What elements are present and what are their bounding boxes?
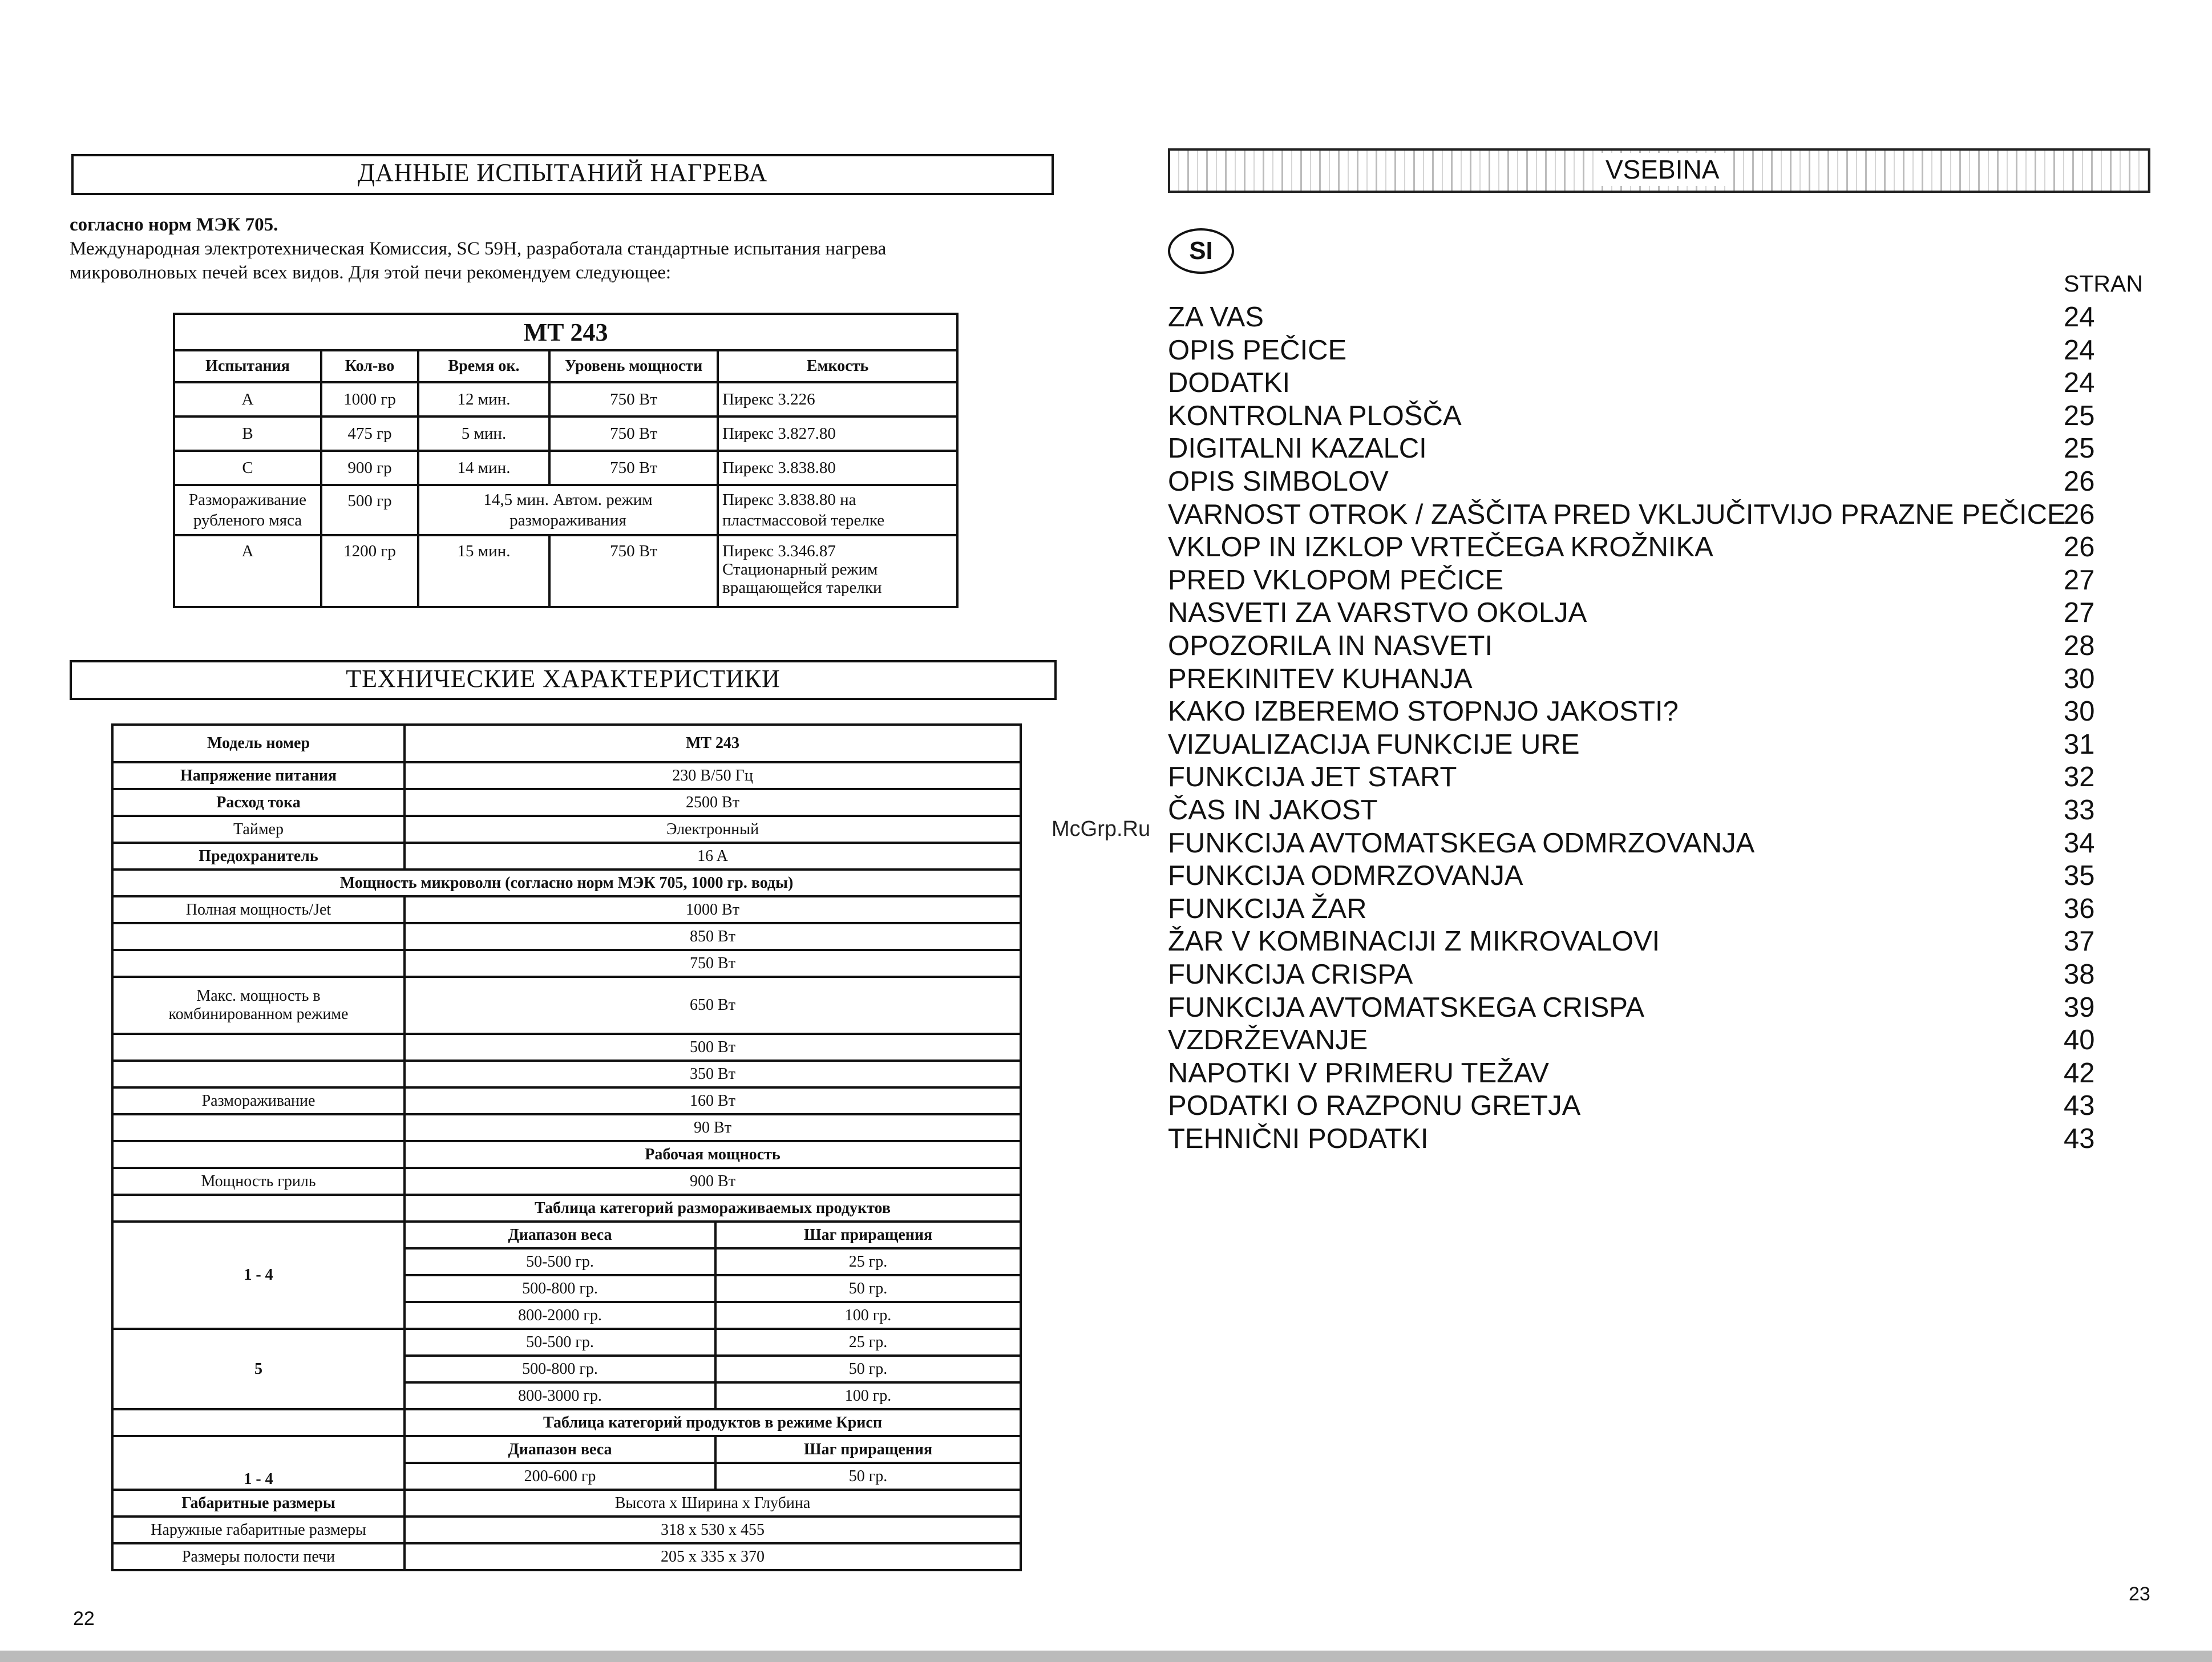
col-header-range: Диапазон веса	[405, 1436, 715, 1463]
spec-subheader: Таблица категорий продуктов в режиме Крисп	[405, 1409, 1021, 1436]
toc-entry	[1168, 367, 2115, 399]
toc-entry-title: TEHNIČNI PODATKI	[1168, 1123, 1429, 1154]
toc-entry-title: PREKINITEV KUHANJA	[1168, 663, 1473, 694]
spec-label-empty	[112, 1034, 405, 1061]
defrost-category: 1 - 4	[112, 1222, 405, 1329]
toc-entry-title: ZA VAS	[1168, 302, 1264, 333]
toc-entry-title: VIZUALIZACIJA FUNKCIJE URE	[1168, 729, 1580, 760]
last-vessel-line: вращающейся тарелки	[722, 579, 882, 597]
toc-entry-title: VZDRŽEVANJE	[1168, 1025, 1368, 1056]
toc-entry-page: 43	[2064, 1123, 2095, 1154]
toc-entry	[1168, 597, 2115, 629]
toc-entry	[1168, 925, 2115, 958]
toc-entry-page: 31	[2064, 729, 2095, 760]
toc-entry-page: 38	[2064, 959, 2095, 990]
toc-entry-page: 30	[2064, 663, 2095, 694]
spec-value: 850 Вт	[405, 923, 1021, 950]
scan-edge	[0, 1651, 2212, 1662]
toc-entry	[1168, 1057, 2115, 1090]
intro-standard: согласно норм МЭК 705.	[70, 215, 278, 235]
intro-paragraph	[70, 213, 1068, 285]
spec-label-empty	[112, 1409, 405, 1436]
heat-cell: 1200 гр	[321, 535, 418, 607]
step-cell: 100 гр.	[715, 1382, 1021, 1409]
spec-value: 750 Вт	[405, 950, 1021, 977]
toc-entry	[1168, 432, 2115, 465]
toc-entry-page: 42	[2064, 1057, 2095, 1089]
contents-title: VSEBINA	[1598, 153, 1727, 186]
spec-value: 1000 Вт	[405, 896, 1021, 923]
toc-entry	[1168, 893, 2115, 925]
heat-cell: Пирекс 3.827.80	[718, 416, 957, 451]
step-cell: 50 гр.	[715, 1356, 1021, 1382]
heat-cell: A	[174, 535, 321, 607]
heat-cell: 15 мин.	[418, 535, 549, 607]
combi-label-line: комбинированном режиме	[168, 1005, 349, 1023]
defrost-vessel-line: пластмассовой терелке	[722, 511, 885, 529]
heat-cell: 750 Вт	[549, 382, 718, 416]
toc-entry-page: 28	[2064, 630, 2095, 661]
toc-entry	[1168, 663, 2115, 695]
toc-entry	[1168, 959, 2115, 991]
spec-value: 500 Вт	[405, 1034, 1021, 1061]
step-cell: 25 гр.	[715, 1329, 1021, 1356]
toc-entry-title: FUNKCIJA ODMRZOVANJA	[1168, 860, 1523, 892]
toc-entry-title: OPIS SIMBOLOV	[1168, 466, 1389, 497]
spec-label-empty	[112, 1114, 405, 1141]
step-cell: 25 гр.	[715, 1248, 1021, 1275]
heat-table-model: МТ 243	[174, 314, 957, 350]
heat-cell: 5 мин.	[418, 416, 549, 451]
toc-entry-page: 25	[2064, 433, 2095, 464]
spec-value: Высота x Ширина x Глубина	[405, 1490, 1021, 1517]
spec-value: 900 Вт	[405, 1168, 1021, 1195]
toc-entry	[1168, 1123, 2115, 1155]
toc-entry	[1168, 564, 2115, 597]
toc-entry	[1168, 1024, 2115, 1057]
heat-cell: Пирекс 3.226	[718, 382, 957, 416]
toc-entry-title: OPOZORILA IN NASVETI	[1168, 630, 1493, 661]
range-cell: 500-800 гр.	[405, 1356, 715, 1382]
range-cell: 500-800 гр.	[405, 1275, 715, 1302]
intro-line-1: Международная электротехническая Комиссия, SC 59H, разработала стандартные испытания нагрева	[70, 238, 887, 259]
toc-entry	[1168, 860, 2115, 892]
spec-label-empty	[112, 1195, 405, 1222]
heat-row-defrost	[174, 485, 957, 535]
spec-label: Полная мощность/Jet	[112, 896, 405, 923]
heat-col-header: Кол-во	[321, 350, 418, 382]
defrost-time-line: 14,5 мин. Автом. режим	[483, 491, 653, 509]
heat-row	[174, 451, 957, 485]
spec-label-combi	[112, 977, 405, 1034]
heat-col-header: Уровень мощности	[549, 350, 718, 382]
step-cell: 50 гр.	[715, 1275, 1021, 1302]
spec-value: 16 A	[405, 843, 1021, 870]
heat-row-last	[174, 535, 957, 607]
spec-label-empty	[112, 1061, 405, 1087]
toc-entry	[1168, 761, 2115, 794]
heat-cell: 500 гр	[321, 485, 418, 535]
heat-cell-vessel	[718, 485, 957, 535]
spec-label: Напряжение питания	[112, 762, 405, 789]
toc-entry-title: DIGITALNI KAZALCI	[1168, 433, 1427, 464]
spec-value: 230 В/50 Гц	[405, 762, 1021, 789]
toc-entry-page: 27	[2064, 564, 2095, 596]
toc-entry-page: 36	[2064, 893, 2095, 924]
spec-label: Предохранитель	[112, 843, 405, 870]
toc-entry-page: 30	[2064, 696, 2095, 727]
toc-entry-page: 26	[2064, 466, 2095, 497]
defrost-category: 5	[112, 1329, 405, 1409]
spec-label-empty	[112, 923, 405, 950]
language-badge: SI	[1168, 228, 1234, 274]
spec-section-header: Мощность микроволн (согласно норм МЭК 705, 1000 гр. воды)	[112, 870, 1021, 896]
spec-label: Габаритные размеры	[112, 1490, 405, 1517]
spec-value: МТ 243	[405, 725, 1021, 762]
defrost-time-line: размораживания	[509, 511, 626, 529]
toc-entry-page: 24	[2064, 302, 2095, 333]
toc-entry-title: FUNKCIJA AVTOMATSKEGA ODMRZOVANJA	[1168, 827, 1755, 859]
heat-col-header: Время ок.	[418, 350, 549, 382]
toc-entry-page: 27	[2064, 597, 2095, 629]
toc-entry-title: FUNKCIJA AVTOMATSKEGA CRISPA	[1168, 992, 1645, 1023]
spec-value: Электронный	[405, 816, 1021, 843]
toc-entry-title: KONTROLNA PLOŠČA	[1168, 400, 1462, 431]
heat-row	[174, 416, 957, 451]
toc-entry-title: NASVETI ZA VARSTVO OKOLJA	[1168, 597, 1587, 629]
toc-entry	[1168, 729, 2115, 761]
toc-entry	[1168, 499, 2115, 531]
toc-entry-title: PRED VKLOPOM PEČICE	[1168, 564, 1504, 596]
toc-entry-page: 25	[2064, 400, 2095, 431]
toc-entry	[1168, 827, 2115, 860]
spec-value: 650 Вт	[405, 977, 1021, 1034]
toc-entry-page: 33	[2064, 795, 2095, 826]
heat-cell: A	[174, 382, 321, 416]
range-cell: 800-3000 гр.	[405, 1382, 715, 1409]
heat-cell: C	[174, 451, 321, 485]
toc-entry-title: VARNOST OTROK / ZAŠČITA PRED VKLJUČITVIJO PRAZNE PEČICE	[1168, 499, 2066, 530]
last-vessel-line: Стационарный режим	[722, 560, 878, 579]
range-cell: 50-500 гр.	[405, 1329, 715, 1356]
toc-entry-title: NAPOTKI V PRIMERU TEŽAV	[1168, 1057, 1549, 1089]
tech-specs-heading	[70, 660, 1057, 700]
spec-label: Размеры полости печи	[112, 1543, 405, 1570]
spec-subheader: Рабочая мощность	[405, 1141, 1021, 1168]
toc-entry-title: FUNKCIJA JET START	[1168, 762, 1457, 793]
toc-entry-page: 24	[2064, 367, 2095, 399]
toc-entry	[1168, 531, 2115, 564]
page-number-right: 23	[2129, 1583, 2150, 1605]
toc-entry-page: 43	[2064, 1090, 2095, 1122]
toc-entry-title: VKLOP IN IZKLOP VRTEČEGA KROŽNIKA	[1168, 532, 1713, 563]
toc-entry	[1168, 630, 2115, 662]
range-cell: 200-600 гр	[405, 1463, 715, 1490]
spec-label: Расход тока	[112, 789, 405, 816]
toc-entry	[1168, 1090, 2115, 1122]
toc-entry	[1168, 334, 2115, 367]
heat-cell: 750 Вт	[549, 416, 718, 451]
spec-label: Наружные габаритные размеры	[112, 1517, 405, 1543]
heat-col-header: Испытания	[174, 350, 321, 382]
defrost-vessel-line: Пирекс 3.838.80 на	[722, 491, 856, 509]
range-cell: 800-2000 гр.	[405, 1302, 715, 1329]
toc-entry-title: FUNKCIJA CRISPA	[1168, 959, 1413, 990]
heat-cell-test	[174, 485, 321, 535]
defrost-test-line: Размораживание	[189, 491, 306, 509]
heat-cell: 750 Вт	[549, 451, 718, 485]
toc-entry-title: OPIS PEČICE	[1168, 334, 1347, 366]
watermark: McGrp.Ru	[1052, 817, 1151, 841]
toc-entry	[1168, 992, 2115, 1024]
toc-entry	[1168, 301, 2115, 334]
toc-entry-page: 35	[2064, 860, 2095, 892]
toc-entry-page: 39	[2064, 992, 2095, 1023]
intro-line-2: микроволновых печей всех видов. Для этой печи рекомендуем следующее:	[70, 262, 672, 283]
toc-entry	[1168, 794, 2115, 827]
heat-cell-vessel	[718, 535, 957, 607]
page-column-header: STRAN	[2064, 270, 2143, 297]
toc-entry-page: 26	[2064, 532, 2095, 563]
spec-value: 90 Вт	[405, 1114, 1021, 1141]
tech-specs-title: ТЕХНИЧЕСКИЕ ХАРАКТЕРИСТИКИ	[346, 665, 781, 693]
spec-label-empty	[112, 1141, 405, 1168]
spec-label: Модель номер	[112, 725, 405, 762]
tech-specs-table	[111, 723, 1022, 1571]
heat-cell: 12 мин.	[418, 382, 549, 416]
toc-entry-page: 34	[2064, 827, 2095, 859]
toc-entry-title: PODATKI O RAZPONU GRETJA	[1168, 1090, 1581, 1122]
spec-label: Таймер	[112, 816, 405, 843]
last-vessel-line: Пирекс 3.346.87	[722, 542, 836, 560]
heat-col-header: Емкость	[718, 350, 957, 382]
toc-entry-title: ČAS IN JAKOST	[1168, 795, 1378, 826]
heat-cell: Пирекс 3.838.80	[718, 451, 957, 485]
heat-cell-time	[418, 485, 718, 535]
toc-entry	[1168, 400, 2115, 432]
toc-entry	[1168, 695, 2115, 728]
defrost-test-line: рубленого мяса	[193, 511, 302, 529]
toc-entry-page: 40	[2064, 1025, 2095, 1056]
toc-entry-title: DODATKI	[1168, 367, 1291, 399]
spec-value: 205 x 335 x 370	[405, 1543, 1021, 1570]
toc-entry-title: KAKO IZBEREMO STOPNJO JAKOSTI?	[1168, 696, 1679, 727]
spec-value: 350 Вт	[405, 1061, 1021, 1087]
toc-entry-page: 26	[2064, 499, 2095, 530]
spec-value: 2500 Вт	[405, 789, 1021, 816]
col-header-step: Шаг приращения	[715, 1222, 1021, 1248]
toc-entry-page: 24	[2064, 334, 2095, 366]
spec-subheader: Таблица категорий размораживаемых продуктов	[405, 1195, 1021, 1222]
col-header-step: Шаг приращения	[715, 1436, 1021, 1463]
spec-label-empty	[112, 950, 405, 977]
heating-tests-title: ДАННЫЕ ИСПЫТАНИЙ НАГРЕВА	[357, 159, 768, 187]
combi-label-line: Макс. мощность в	[196, 987, 321, 1005]
heat-cell: 750 Вт	[549, 535, 718, 607]
spec-label: Размораживание	[112, 1087, 405, 1114]
heat-cell: 1000 гр	[321, 382, 418, 416]
heat-cell: 14 мин.	[418, 451, 549, 485]
toc-entry-page: 32	[2064, 762, 2095, 793]
toc-entry-title: FUNKCIJA ŽAR	[1168, 893, 1367, 924]
heating-tests-heading	[71, 154, 1054, 195]
col-header-range: Диапазон веса	[405, 1222, 715, 1248]
spec-label: Мощность гриль	[112, 1168, 405, 1195]
heat-cell: 900 гр	[321, 451, 418, 485]
toc-entry	[1168, 466, 2115, 498]
step-cell: 50 гр.	[715, 1463, 1021, 1490]
crisp-category: 1 - 4	[112, 1436, 405, 1490]
heat-cell: B	[174, 416, 321, 451]
heat-row	[174, 382, 957, 416]
heat-cell: 475 гр	[321, 416, 418, 451]
page-number-left: 22	[73, 1608, 95, 1629]
range-cell: 50-500 гр.	[405, 1248, 715, 1275]
heating-tests-table	[173, 313, 959, 608]
toc-entry-title: ŽAR V KOMBINACIJI Z MIKROVALOVI	[1168, 926, 1660, 957]
step-cell: 100 гр.	[715, 1302, 1021, 1329]
toc-entry-page: 37	[2064, 926, 2095, 957]
spec-value: 318 x 530 x 455	[405, 1517, 1021, 1543]
spec-value: 160 Вт	[405, 1087, 1021, 1114]
